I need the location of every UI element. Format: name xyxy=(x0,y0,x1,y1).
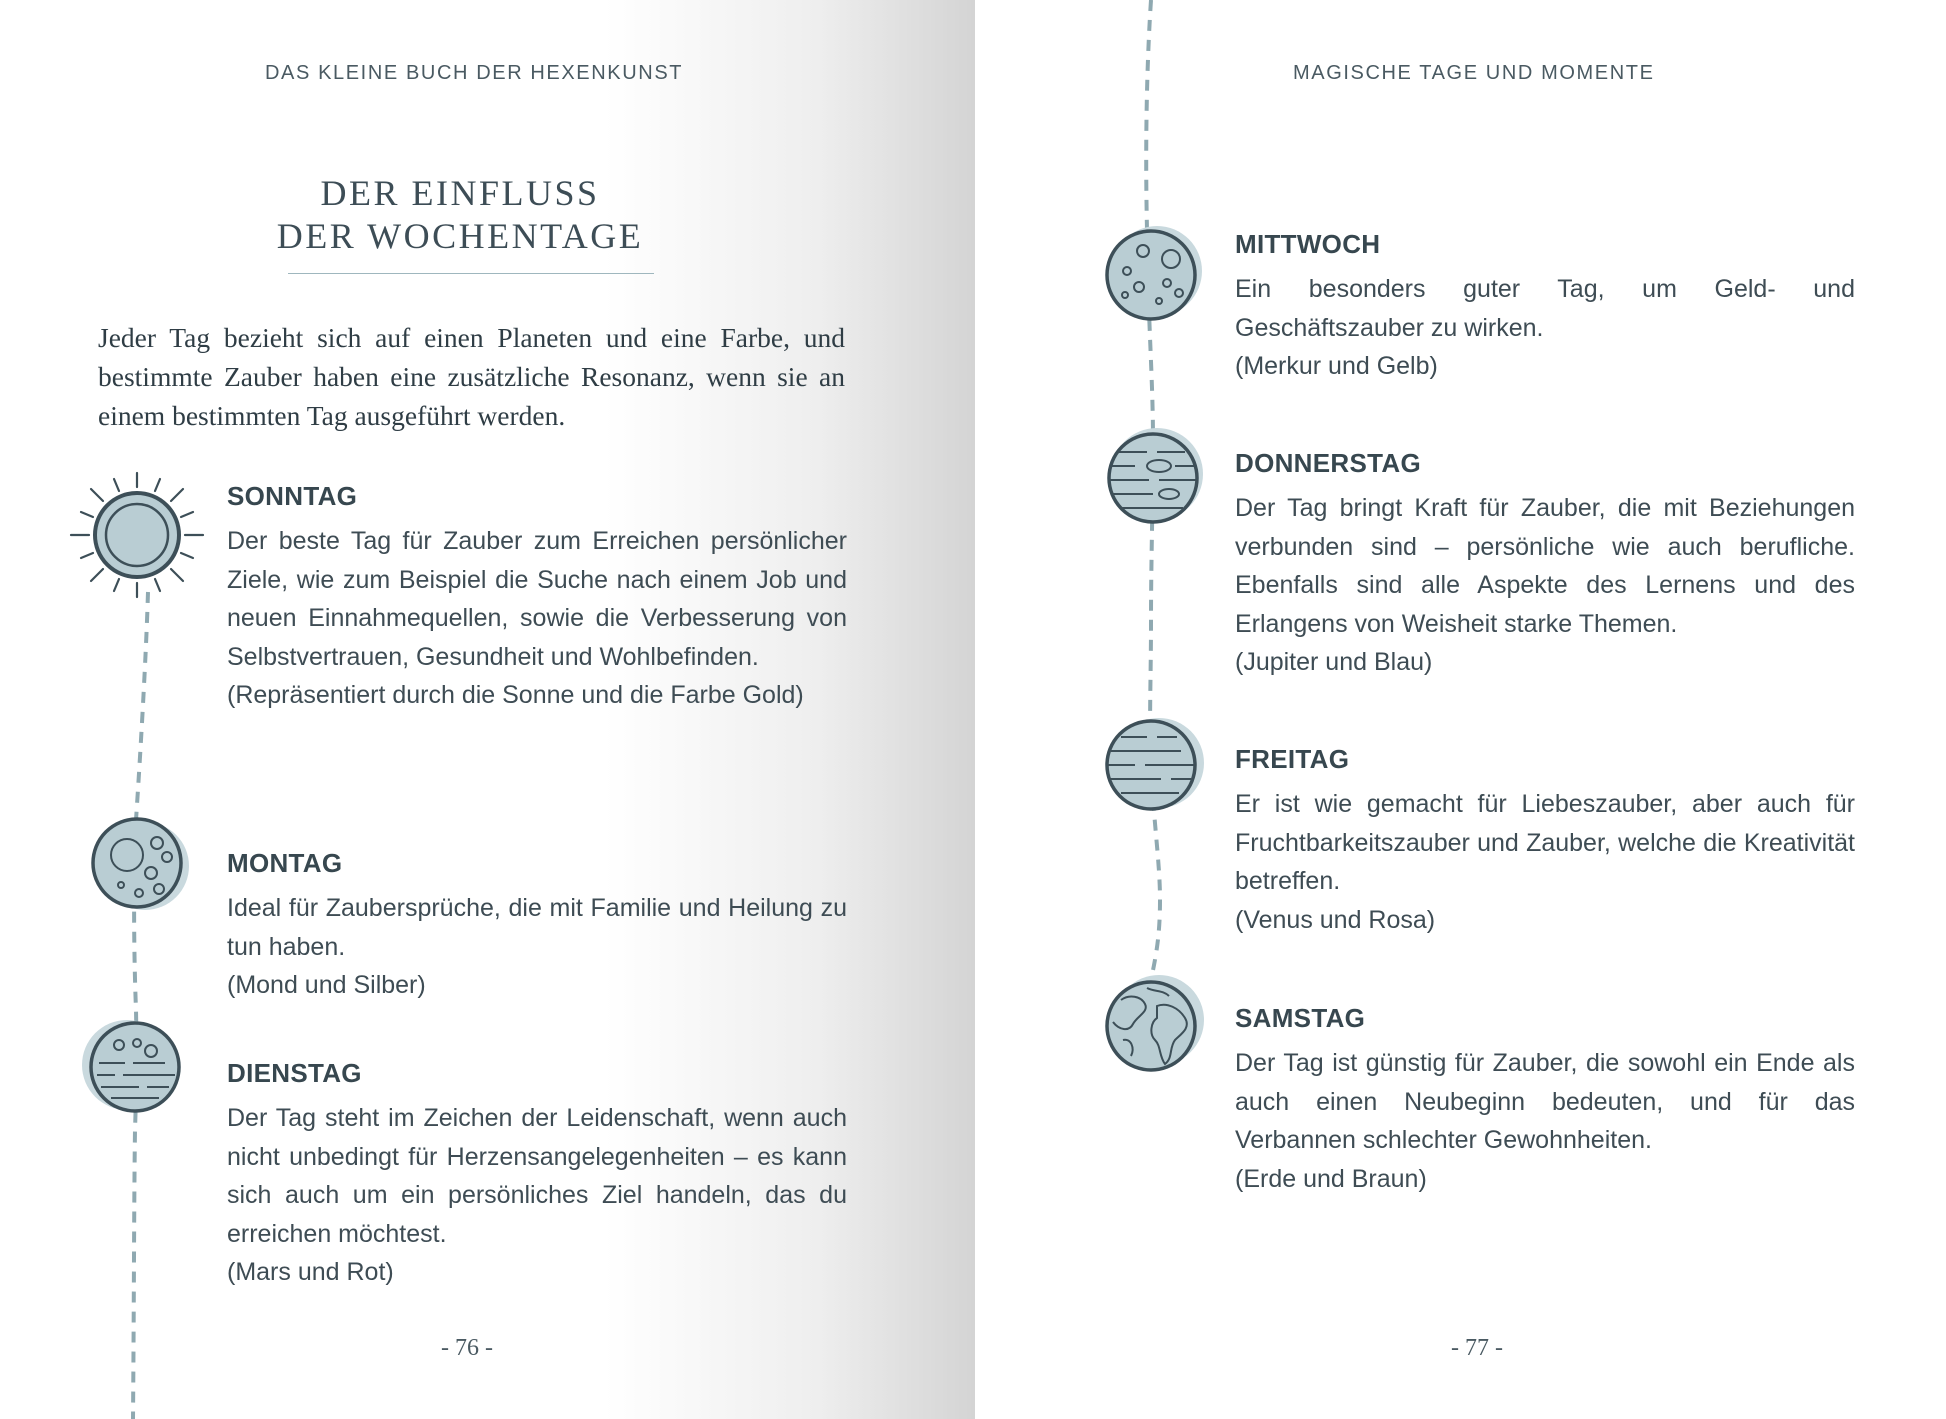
day-description: Der Tag steht im Zeichen der Leidenschaft, wenn auch nicht unbedingt für Herzensangelegenheiten – es kann sich auch um ein persönliches Ziel handeln, das du erreichen möchtest. xyxy=(227,1104,847,1248)
day-name: DONNERSTAG xyxy=(1235,448,1421,478)
chapter-title-line-2: DER WOCHENTAGE xyxy=(276,216,644,256)
earth-icon xyxy=(1107,975,1204,1070)
day-entry-mittwoch xyxy=(1235,224,1855,386)
day-entry-sonntag xyxy=(227,476,847,715)
day-association: (Jupiter und Blau) xyxy=(1235,648,1433,677)
moon-icon xyxy=(93,819,189,910)
day-entry-dienstag xyxy=(227,1053,847,1292)
sun-icon xyxy=(71,473,203,597)
title-underline xyxy=(288,273,654,274)
day-name: DIENSTAG xyxy=(227,1058,362,1088)
day-entry-donnerstag xyxy=(1235,443,1855,682)
day-name: MONTAG xyxy=(227,848,343,878)
day-description: Der beste Tag für Zauber zum Erreichen persönlicher Ziele, wie zum Beispiel die Suche nach einem Job und neuen Einnahmequellen, sowie die Verbesserung von Selbstvertrauen, Gesundheit und Wohlbefinden. xyxy=(227,527,847,671)
running-head-right: MAGISCHE TAGE UND MOMENTE xyxy=(1293,62,1655,84)
page-number-right: - 77 - xyxy=(1451,1335,1503,1361)
day-description: Der Tag bringt Kraft für Zauber, die mit Beziehungen verbunden sind – persönliche wie auch berufliche. Ebenfalls sind alle Aspekte des Lernens und des Erlangens von Weisheit starke Themen. xyxy=(1235,494,1855,638)
day-description: Ein besonders guter Tag, um Geld- und Geschäftszauber zu wirken. xyxy=(1235,275,1855,342)
day-association: (Mond und Silber) xyxy=(227,971,426,1000)
day-entry-montag xyxy=(227,843,847,1005)
day-name: SONNTAG xyxy=(227,481,358,511)
day-description: Ideal für Zaubersprüche, die mit Familie und Heilung zu tun haben. xyxy=(227,894,847,961)
mars-icon xyxy=(82,1020,179,1111)
running-head-left: DAS KLEINE BUCH DER HEXENKUNST xyxy=(265,62,684,84)
day-description: Er ist wie gemacht für Liebeszauber, aber auch für Fruchtbarkeitszauber und Zauber, welche die Kreativität betreffen. xyxy=(1235,790,1855,896)
day-name: MITTWOCH xyxy=(1235,229,1381,259)
day-entry-freitag xyxy=(1235,739,1855,939)
page-number-left: - 76 - xyxy=(441,1335,493,1361)
day-association: (Merkur und Gelb) xyxy=(1235,352,1438,381)
day-name: SAMSTAG xyxy=(1235,1003,1366,1033)
day-description: Der Tag ist günstig für Zauber, die sowohl ein Ende als auch einen Neubeginn bedeuten, und für das Verbannen schlechter Gewohnheiten. xyxy=(1235,1049,1855,1155)
dashed-connector-line xyxy=(133,592,148,1419)
jupiter-icon xyxy=(1109,428,1203,522)
day-association: (Erde und Braun) xyxy=(1235,1164,1427,1193)
day-name: FREITAG xyxy=(1235,744,1350,774)
day-association: (Mars und Rot) xyxy=(227,1258,394,1287)
mercury-icon xyxy=(1107,226,1202,319)
intro-paragraph: Jeder Tag bezieht sich auf einen Planeten und eine Farbe, und bestimmte Zauber haben eine zusätzliche Resonanz, wenn sie an einem bestimmten Tag ausgeführt werden. xyxy=(98,322,845,431)
right-page-decoration xyxy=(975,0,1946,1419)
day-association: (Venus und Rosa) xyxy=(1235,905,1436,934)
chapter-title xyxy=(240,172,680,258)
chapter-title-line-1: DER EINFLUSS xyxy=(320,173,600,213)
day-entry-samstag xyxy=(1235,998,1855,1198)
venus-icon xyxy=(1107,718,1204,809)
day-association: (Repräsentiert durch die Sonne und die Farbe Gold) xyxy=(227,681,804,710)
right-page xyxy=(975,0,1946,1419)
